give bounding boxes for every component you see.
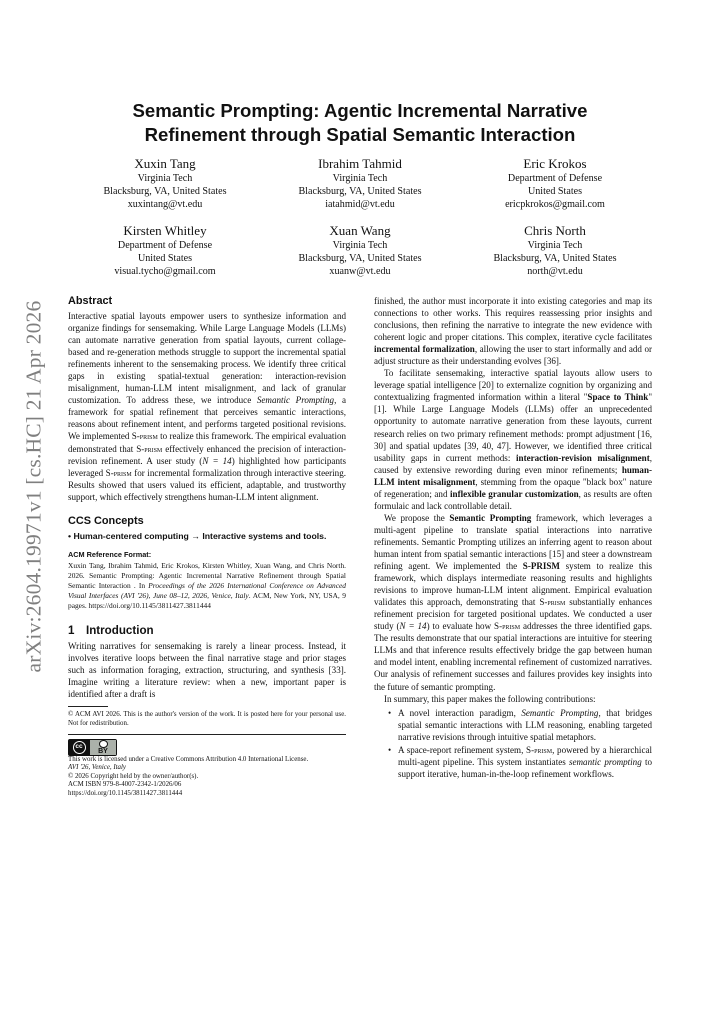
paragraph-part: " [1]. While Large Language Models (LLMs) offer an unprecedented opportunity to automate narrative generation from these layouts, current research relies on two primary refinement methods: prompt adjustment [16, 30] and spatial updates [39, 40, 47]. However, we identified three critical usability gaps in current methods: [374,392,653,463]
author-affiliation: Virginia Tech [332,239,388,251]
author-email: visual.tycho@gmail.com [114,266,216,278]
list-item [398,744,652,780]
author-name: Eric Krokos [523,156,587,171]
section-number: 1 [68,623,75,637]
system-name: S-prism [526,744,553,755]
author-email: xuanw@vt.edu [329,266,391,278]
footnote-divider [68,706,108,707]
author-email: iatahmid@vt.edu [325,199,395,211]
author [263,156,457,212]
paragraph-part: finished, the author must incorporate it into existing categories and map its connections to other works. This requires reassessing prior insights and conclusions, then refining the narrative to integrate the new evidence with coherent logic and proper citations. This complex, iterative cycle facilitates [374,296,652,343]
item-emphasis: semantic prompting [568,756,642,767]
author-email: ericpkrokos@gmail.com [505,199,605,211]
abstract-part: for incremental formalization through interactive steering. Results showed that users valued its efficient, adaptable, and trustworthy support, which effectively strengthens human-LLM intent alignment. [68,467,346,502]
intro-paragraph [374,295,652,367]
author [68,223,262,279]
bold-term: inflexible granular customization [450,488,579,499]
left-column [68,295,346,798]
abstract-heading: Abstract [68,295,113,307]
license-text: This work is licensed under a Creative Commons Attribution 4.0 International License. [68,755,309,763]
item-part: , that bridges spatial semantic interactions with LLM reasoning, enabling targeted narrative revisions through intuitive spatial metaphors. [398,707,653,742]
author-affiliation: Virginia Tech [527,239,583,251]
author [458,156,652,212]
author-location: United States [527,186,583,198]
author-row [68,156,652,212]
abstract-part: , a framework for spatial refinement that perceives semantic interactions, reasons about refinement intent, and performs targeted positional revisions. We implemented [68,395,346,442]
cc-label: cc [73,741,86,754]
paragraph-part: addresses the three identified gaps. The results demonstrate that our spatial interactions are intuitive for steering LLMs and that inference results effectively bridge the gap between human and model intent, enabling incremental refinement of customized narratives. Our analysis of refinement successes and failures provides key insights into the future of semantic prompting. [374,621,653,692]
abstract-part: Interactive spatial layouts empower users to synthesize information and organize findings for sensemaking. While Large Language Models (LLMs) can automate narrative generation from spatial layouts, current collage-based and re-generation methods struggle to support the incremental spatial refinements inherent to the sensemaking process. We identify three critical gaps in existing spatial-textual generation: interaction-revision misalignment, human-LLM intent misalignment, and lack of granular customization. To address these, we introduce [68,311,346,406]
item-part: , powered by a hierarchical multi-agent pipeline. This system instantiates [398,744,652,767]
author-email: xuxintang@vt.edu [127,199,203,211]
intro-paragraph [374,512,652,693]
paragraph-part: framework, which leverages a multi-agent pipeline to translate spatial interactions into narrative refinements. Semantic Prompting utilizes an inferring agent to reason about human intent from spatial semantic interactions [15] and steer a downstream refining agent. We implemented the [374,512,652,572]
bold-term: interaction-revision misalignment [516,452,650,463]
item-part: to support iterative, human-in-the-loop refinement workflows. [398,756,652,779]
bold-term: Semantic Prompting [449,512,532,523]
by-label: BY [98,747,108,755]
paragraph-part: , allowing the user to start informally and add or adjust structure as their understanding evolves [36]. [374,344,652,367]
item-part: A novel interaction paradigm, [398,707,522,718]
paragraph-part: , stemming from the opaque "black box" nature of regeneration; and [374,476,652,499]
abstract-emphasis: Semantic Prompting [256,395,335,406]
author-affiliation: Virginia Tech [332,173,388,184]
paper-title [68,99,652,146]
paragraph-part: , caused by extensive rewording during even minor refinements; [374,452,652,475]
title-line-2: Refinement through Spatial Semantic Interaction [144,123,576,145]
contribution-list [374,707,652,780]
intro-paragraph [374,367,652,512]
system-name: S-prism [105,467,132,478]
author [263,223,457,279]
paragraph-part: ) to evaluate how [426,621,495,632]
bold-term: Space to Think [587,392,649,403]
system-name: S-prism [131,431,158,442]
bold-term: incremental formalization [374,344,475,355]
abstract-part: ) highlighted how participants leveraged [68,455,347,478]
reference-venue: Proceedings of the 2026 International Conference on Advanced Visual Interfaces (AVI '26), June 08–12, 2026, Venice, Italy [68,580,346,600]
reference-part: . ACM, New York, NY, USA, 9 pages. https://doi.org/10.1145/3811427.3811444 [68,590,346,610]
reference-format-heading: ACM Reference Format: [68,549,152,559]
author-affiliation: Department of Defense [507,173,603,184]
sample-size: N = 14 [399,621,427,632]
author [458,223,652,279]
author-name: Chris North [524,222,586,238]
system-name: S-prism [494,621,521,632]
license-divider [68,734,346,735]
ccs-heading: CCS Concepts [68,514,144,527]
reference-format-text [68,561,346,611]
author-row [68,223,652,279]
bold-term: human-LLM intent misalignment [374,464,652,487]
author-location: Blacksburg, VA, United States [298,252,422,264]
author-name: Kirsten Whitley [123,222,207,238]
person-icon [99,740,108,748]
title-line-1: Semantic Prompting: Agentic Incremental Narrative [132,100,588,121]
system-name: S-prism [136,443,163,454]
intro-paragraph: Writing narratives for sensemaking is rarely a linear process. Instead, it involves iterative loops between the final narrative stage and prior stages such as information foraging, extraction, structuring, and synthesis [33]. Imagine writing a literature review: when a new, important paper is identified after a draft is [68,640,346,700]
bold-term: S-PRISM [522,561,560,572]
author-location: United States [137,252,193,264]
author-affiliation: Virginia Tech [137,173,193,184]
paragraph-part: To facilitate sensemaking, interactive spatial layouts allow users to leverage spatial intelligence [20] to externalize cognition by organizing and contextualizing fragmented information within a literal " [374,368,652,403]
isbn-line: ACM ISBN 979-8-4007-2342-1/2026/06 [68,781,182,789]
author-name: Ibrahim Tahmid [318,156,402,171]
footnote-text: © ACM AVI 2026. This is the author's version of the work. It is posted here for your personal use. Not for redistribution. [68,711,346,728]
paragraph-part: , as results are often formulaic and lack controllable detail. [374,488,653,511]
author-email: north@vt.edu [527,266,583,278]
author-location: Blacksburg, VA, United States [103,186,227,198]
abstract-text [68,310,346,503]
paragraph-part: We propose the [384,512,450,523]
abstract-part: effectively enhanced the precision of interaction-revision refinement. A user study ( [68,443,346,466]
section-title: Introduction [86,623,154,637]
author-block [68,156,652,278]
author-name: Xuxin Tang [134,156,196,171]
author [68,156,262,212]
author-affiliation: Department of Defense [117,239,213,251]
cc-by-badge-icon [68,739,117,756]
venue-text: AVI '26, Venice, Italy [68,764,126,772]
by-icon [90,740,116,755]
intro-heading [68,625,346,637]
sample-size: N = 14 [202,455,232,466]
author-name: Xuan Wang [329,222,391,238]
author-location: Blacksburg, VA, United States [298,186,422,198]
cc-icon [69,740,90,755]
author-location: Blacksburg, VA, United States [493,252,617,264]
ccs-concepts: • Human-centered computing → Interactive systems and tools. [68,530,327,541]
intro-paragraph: In summary, this paper makes the following contributions: [384,693,596,704]
venue-line [68,764,346,773]
arxiv-identifier [18,296,50,676]
item-emphasis: Semantic Prompting [521,707,599,718]
right-column [374,295,652,781]
paragraph-part: substantially enhances refinement precision for targeted positional updates. We conducted a user study ( [374,597,652,632]
paragraph-part: system to realize this framework, which displays intermediate reasoning results and highlights revisions to improve human-LLM intent alignment. Empirical evaluation validates this approach, demonstrating that [374,561,652,608]
abstract-part: to realize this framework. The empirical evaluation demonstrated that [68,431,347,454]
arxiv-identifier-text: arXiv:2604.19971v1 [cs.HC] 21 Apr 2026 [21,300,46,672]
copyright-line: © 2026 Copyright held by the owner/author(s). [68,772,199,780]
item-part: A space-report refinement system, [398,744,527,755]
reference-part: Xuxin Tang, Ibrahim Tahmid, Eric Krokos, Kirsten Whitley, Xuan Wang, and Chris North. 2026. Semantic Prompting: Agentic Incremental Narrative Refinement through Spatial Semantic Interaction . In [68,560,346,590]
list-item [398,707,652,743]
doi-line: https://doi.org/10.1145/3811427.3811444 [68,789,183,797]
system-name: S-prism [539,597,566,608]
